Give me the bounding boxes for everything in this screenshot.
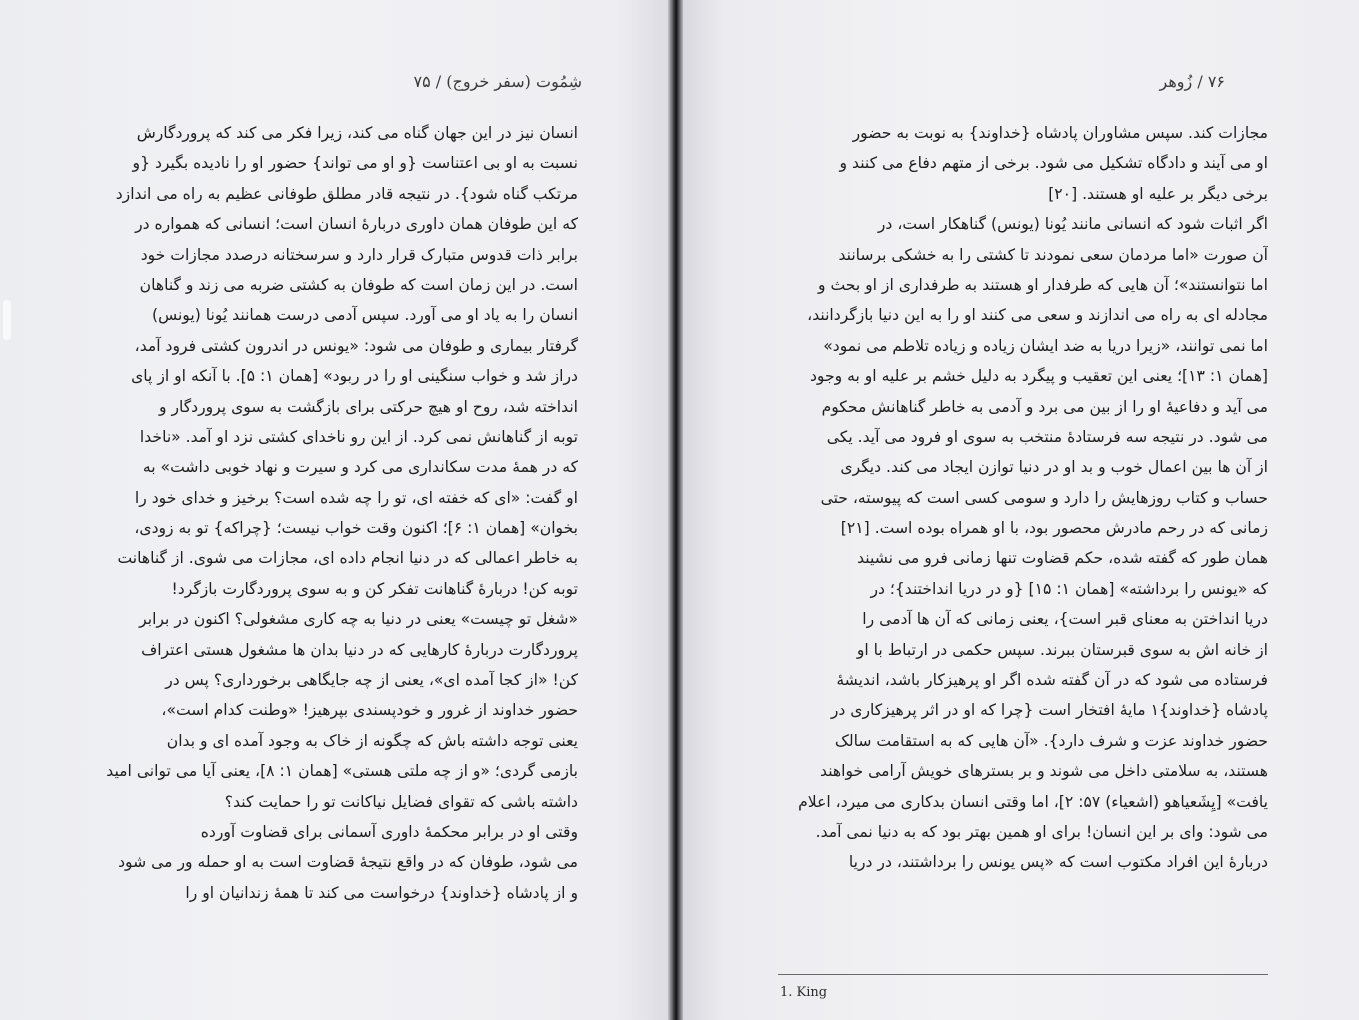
text-line: می شود، طوفان که در واقع نتیجهٔ قضاوت است به او حمله ور می شود xyxy=(118,853,578,872)
text-line: همان طور که گفته شده، حکم قضاوت تنها زمانی فرو می نشیند xyxy=(857,549,1268,568)
text-line: پادشاه {خداوند}۱ مایهٔ افتخار است {چرا که او در اثر پرهیزکاری در xyxy=(830,701,1268,720)
text-line: انداخته شد، روح او هیچ حرکتی برای بازگشت به سوی پروردگار و xyxy=(158,397,578,416)
text-line: حضور خداوند عزت و شرف دارد}. «آن هایی که به استقامت سالک xyxy=(834,731,1268,750)
text-line: آن صورت «اما مردمان سعی نمودند تا کشتی را به خشکی برسانند xyxy=(838,245,1268,264)
text-line: حساب و کتاب روزهایش را دارد و سومی کسی است که پیوسته، حتی xyxy=(820,488,1268,507)
text-line: و از پادشاه {خداوند} درخواست می کند تا همهٔ زندانیان او را xyxy=(185,883,578,902)
text-line: یافت» [یِشَعیاهو (اشعیاء) ۵۷: ۲]، اما وقتی انسان بدکاری می میرد، اعلام xyxy=(798,792,1268,811)
text-line: می شود: وای بر این انسان! برای او همین بهتر بود که به دنیا نمی آمد. xyxy=(815,822,1268,841)
right-page xyxy=(683,0,1359,1020)
text-line: حضور خداوند از غرور و خودپسندی بپرهیز! «وطنت کدام است»، xyxy=(161,701,578,720)
text-line: مرتکب گناه شود}. در نتیجه قادر مطلق طوفانی عظیم به راه می اندازد xyxy=(115,184,578,203)
text-line: به خاطر اعمالی که در دنیا انجام داده ای، مجازات می شوی. از گناهانت xyxy=(117,549,578,568)
text-line: پروردگارت دربارهٔ کارهایی که در دنیا بدان ها مشغول هستی اعتراف xyxy=(141,640,578,659)
text-line: اما نتوانستند»؛ آن هایی که طرفدار او هستند به طرفداری از او بحث و xyxy=(817,275,1268,294)
text-line: یعنی توجه داشته باش که چگونه از خاک به وجود آمده ای و بدان xyxy=(166,731,578,750)
text-line: بخوان» [همان ۱: ۶]؛ اکنون وقت خواب نیست؛ {چراکه} تو به زودی، xyxy=(134,519,578,538)
text-line: که در همهٔ مدت سکانداری می کرد و سیرت و نهاد خوبی داشت» به xyxy=(142,458,578,477)
text-line: مجادله ای به راه می اندازند و سعی می کنند او را به این دنیا بازگردانند، xyxy=(807,306,1268,325)
left-page xyxy=(0,0,668,1020)
text-line: [همان ۱: ۱۳]؛ یعنی این تعقیب و پیگرد به دلیل خشم بر علیه او به وجود xyxy=(809,367,1268,386)
text-line: «شغل تو چیست» یعنی در دنیا به چه کاری مشغولی؟ اکنون در برابر xyxy=(139,610,578,629)
text-line: اما نمی توانند، «زیرا دریا به ضد ایشان زیاده و زیاده تلاطم می نمود» xyxy=(823,336,1268,355)
footnote: 1. King xyxy=(780,985,828,1000)
text-line: مجازات کند. سپس مشاوران پادشاه {خداوند} به نوبت به حضور xyxy=(852,124,1268,142)
text-line: زمانی که در رحم مادرش محصور بود، با او همراه بوده است. [۲۱] xyxy=(840,519,1268,538)
text-line: داشته باشی که تقوای فضایل نیاکانت تو را حمایت کند؟ xyxy=(224,792,578,811)
right-body-text xyxy=(778,118,1268,878)
text-line: دربارهٔ این افراد مکتوب است که «پس یونس را برداشتند، در دریا xyxy=(848,853,1268,872)
text-line: بازمی گردی؛ «و از چه ملتی هستی» [همان ۱: ۸]، یعنی آیا می توانی امید xyxy=(106,762,578,781)
right-running-head: ۷۶ / زُوهر xyxy=(1159,72,1225,91)
text-line: هستند، به سلامتی داخل می شوند و بر بسترهای خویش آرامی خواهند xyxy=(820,762,1268,781)
footnote-divider xyxy=(778,974,1268,975)
text-line: انسان نیز در این جهان گناه می کند، زیرا فکر می کند که پروردگارش xyxy=(136,124,578,142)
text-line: گرفتار بیماری و طوفان می شود: «یونس در اندرون کشتی فرود آمد، xyxy=(134,336,578,355)
left-body-text xyxy=(70,118,578,908)
text-line: که این طوفان همان داوری دربارهٔ انسان است؛ انسانی که همواره در xyxy=(135,215,578,234)
text-line: برابر ذات قدوس متبارک قرار دارد و سرسختانه درصدد مجازات خود xyxy=(140,245,578,264)
text-line: توبه از گناهانش نمی کرد. از این رو ناخدای کشتی نزد او آمد. «ناخدا xyxy=(139,427,578,446)
text-line: دراز شد و خواب سنگینی او را در ربود» [همان ۱: ۵]. با آنکه او از پای xyxy=(131,367,578,386)
text-line: که «یونس را برداشته» [همان ۱: ۱۵] {و در دریا انداختند}؛ در xyxy=(870,579,1268,598)
text-line: فرستاده می شود که در آن گفته شده اگر او پرهیزکار باشد، اندیشهٔ xyxy=(836,671,1268,690)
text-line: است. در این زمان است که طوفان به کشتی ضربه می زند و گناهان xyxy=(139,275,578,294)
text-line: توبه کن! دربارهٔ گناهانت تفکر کن و به سوی پروردگارت بازگرد! xyxy=(171,579,578,598)
text-line: می آید و دفاعیهٔ او را از بین می برد و آدمی به خاطر گناهانش محکوم xyxy=(821,397,1268,416)
text-line: می شود. در نتیجه سه فرستادهٔ منتخب به سوی او فرود می آید. یکی xyxy=(826,427,1268,446)
text-line: او می آیند و دادگاه تشکیل می شود. برخی از متهم دفاع می کنند و xyxy=(839,154,1268,173)
text-line: اگر اثبات شود که انسانی مانند یُونا (یونس) گناهکار است، در xyxy=(877,215,1268,234)
text-line: کن! «از کجا آمده ای»، یعنی از چه جایگاهی برخورداری؟ پس در xyxy=(165,671,578,690)
text-line: انسان را به یاد او می آورد. سپس آدمی درست همانند یُونا (یونس) xyxy=(152,306,578,325)
text-line: برخی دیگر بر علیه او هستند. [۲۰] xyxy=(1048,184,1268,203)
page-edge-highlight xyxy=(3,300,11,340)
left-running-head: شِمُوت (سفر خروج) / ۷۵ xyxy=(413,72,582,91)
text-line: او گفت: «ای که خفته ای، تو را چه شده است؟ برخیز و خدای خود را xyxy=(134,488,578,507)
text-line: دریا انداختن به معنای قبر است}، یعنی زمانی که آن ها آدمی را xyxy=(862,610,1268,629)
text-line: وقتی او در برابر محکمهٔ داوری آسمانی برای قضاوت آورده xyxy=(200,822,578,841)
book-gutter xyxy=(668,0,683,1020)
text-line: از آن ها بین اعمال خوب و بد او در دنیا توازن ایجاد می کند. دیگری xyxy=(840,458,1268,477)
text-line: از خانه اش به سوی قبرستان ببرند. سپس حکمی در ارتباط با او xyxy=(856,640,1268,659)
text-line: نسبت به او بی اعتناست {و او می تواند} حضور او را نادیده بگیرد {و xyxy=(132,154,578,173)
